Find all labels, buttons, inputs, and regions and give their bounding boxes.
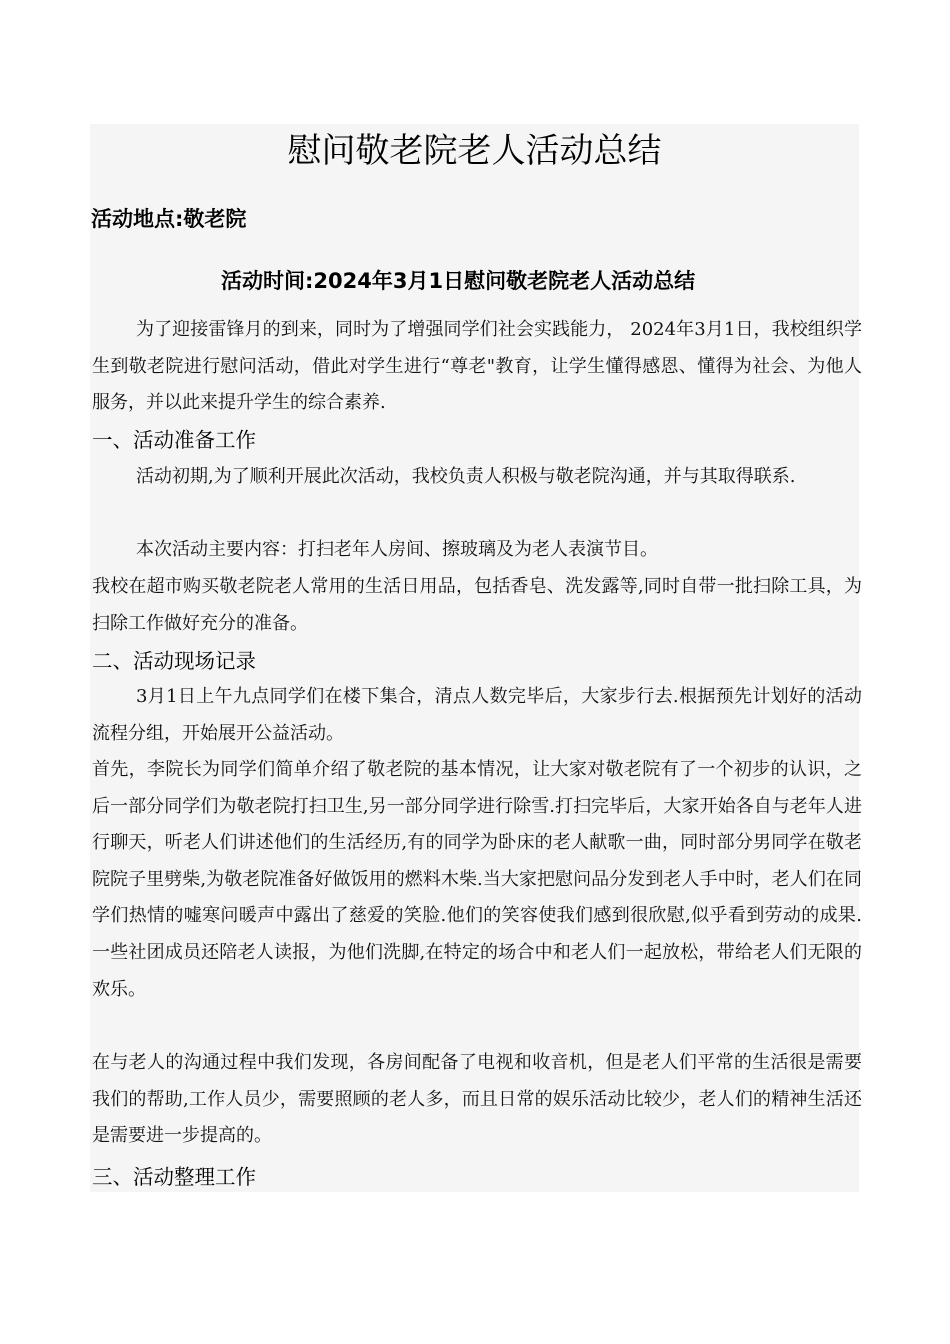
intro-paragraph: 为了迎接雷锋月的到来，同时为了增强同学们社会实践能力， 2024年3月1日，我校组织学生到敬老院进行慰问活动，借此对学生进行“尊老"教育，让学生懂得感恩、懂得为社会、为他人服务，并以此来提升学生的综合素养. bbox=[92, 319, 862, 414]
record-paragraph-2: 首先，李院长为同学们简单介绍了敬老院的基本情况，让大家对敬老院有了一个初步的认识，之后一部分同学们为敬老院打扫卫生,另一部分同学进行除雪.打扫完毕后，大家开始各自与老年人进行聊天，听老人们讲述他们的生活经历,有的同学为卧床的老人献歌一曲，同时部分男同学在敬老院院子里劈柴,为敬老院准备好做饭用的燃料木柴.当大家把慰问品分发到老人手中时，老人们在同学们热情的嘘寒问暖声中露出了慈爱的笑脸.他们的笑容使我们感到很欣慰,似乎看到劳动的成果.一些社团成员还陪老人读报，为他们洗脚,在特定的场合中和老人们一起放松，带给老人们无限的欢乐。 bbox=[92, 759, 862, 1000]
record-paragraph-3: 在与老人的沟通过程中我们发现，各房间配备了电视和收音机，但是老人们平常的生活很是需要我们的帮助,工作人员少，需要照顾的老人多，而且日常的娱乐活动比较少，老人们的精神生活还是需要进一步提高的。 bbox=[92, 1052, 862, 1147]
section-heading-preparation: 一、活动准备工作 bbox=[92, 428, 256, 452]
preparation-paragraph-3: 我校在超市购买敬老院老人常用的生活日用品，包括香皂、洗发露等,同时自带一批扫除工具，为扫除工作做好充分的准备。 bbox=[92, 576, 862, 634]
preparation-paragraph-2: 本次活动主要内容：打扫老年人房间、擦玻璃及为老人表演节目。 bbox=[136, 539, 658, 560]
document-title: 慰问敬老院老人活动总结 bbox=[287, 131, 662, 171]
section-heading-wrapup: 三、活动整理工作 bbox=[92, 1165, 256, 1189]
section-heading-record: 二、活动现场记录 bbox=[92, 649, 256, 673]
preparation-paragraph-1: 活动初期,为了顺利开展此次活动，我校负责人积极与敬老院沟通，并与其取得联系. bbox=[136, 466, 796, 487]
activity-time: 活动时间:2024年3月1日慰问敬老院老人活动总结 bbox=[221, 269, 696, 293]
record-paragraph-1: 3月1日上午九点同学们在楼下集合，清点人数完毕后，大家步行去.根据预先计划好的活动流程分组，开始展开公益活动。 bbox=[92, 686, 862, 744]
activity-location: 活动地点:敬老院 bbox=[91, 207, 247, 231]
